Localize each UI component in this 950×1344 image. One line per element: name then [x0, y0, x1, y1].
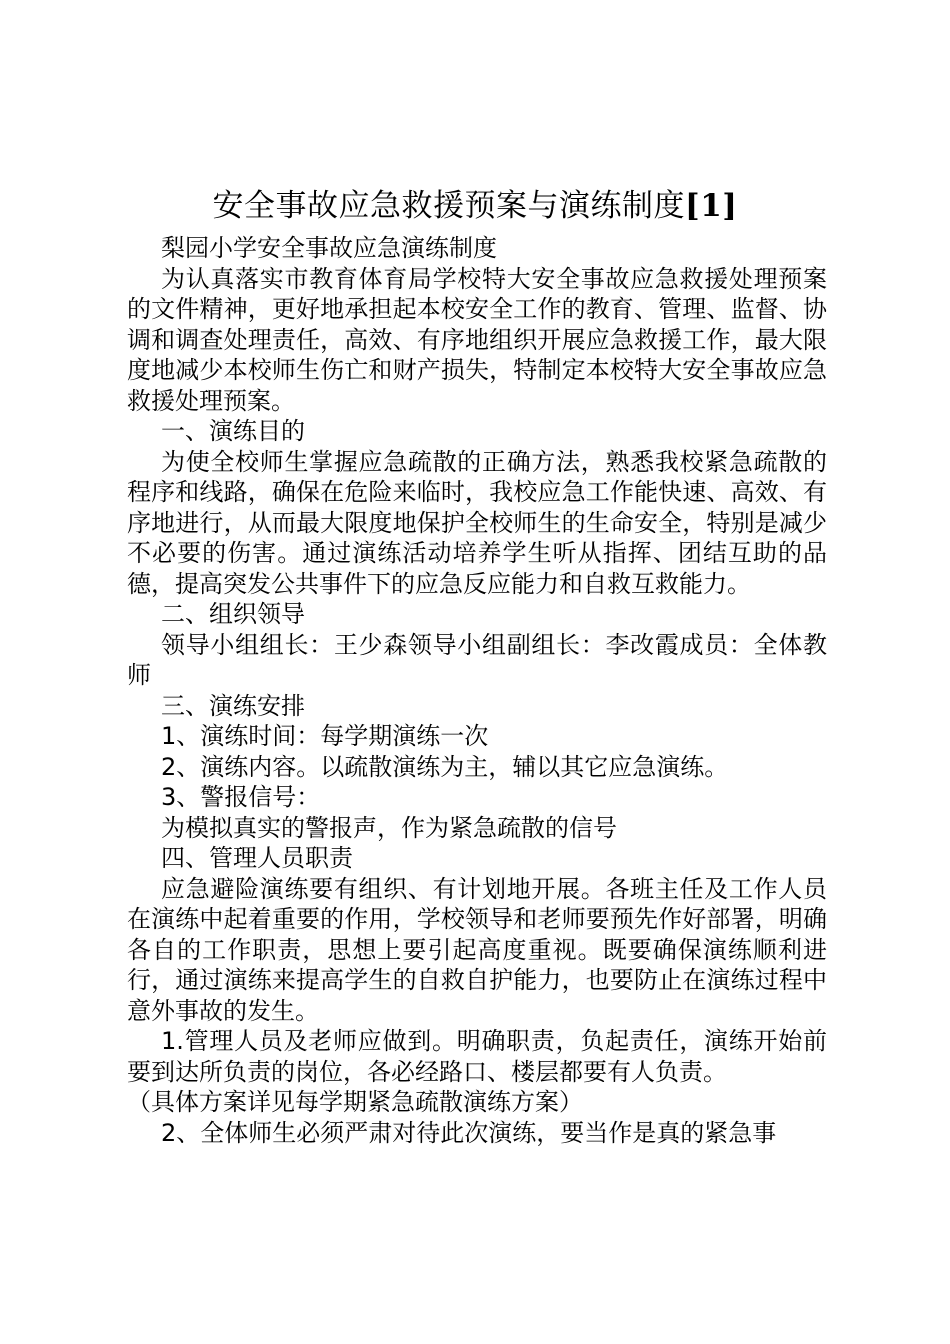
document-body	[127, 233, 827, 1148]
paragraph-intro: 为认真落实市教育体育局学校特大安全事故应急救援处理预案的文件精神，更好地承担起本校安全工作的教育、管理、监督、协调和调查处理责任，高效、有序地组织开展应急救援工作，最大限度地减少本校师生伤亡和财产损失，特制定本校特大安全事故应急救援处理预案。	[127, 264, 827, 415]
paragraph-duties: 应急避险演练要有组织、有计划地开展。各班主任及工作人员在演练中起着重要的作用，学校领导和老师要预先作好部署，明确各自的工作职责，思想上要引起高度重视。既要确保演练顺利进行，通过演练来提高学生的自救自护能力，也要防止在演练过程中意外事故的发生。	[127, 874, 827, 1025]
section-heading-leadership: 二、组织领导	[161, 600, 305, 628]
paragraph-alarm-signal: 为模拟真实的警报声，作为紧急疏散的信号	[161, 813, 617, 842]
paragraph-leadership: 领导小组组长：王少森领导小组副组长：李改霞成员：全体教师	[127, 630, 827, 689]
list-item-drill-content: 2、演练内容。以疏散演练为主，辅以其它应急演练。	[161, 752, 729, 781]
list-item-managers: 1.管理人员及老师应做到。明确职责，负起责任，演练开始前要到达所负责的岗位，各必经路口、楼层都要有人负责。	[127, 1027, 827, 1086]
section-heading-purpose: 一、演练目的	[161, 417, 305, 445]
title-text: 安全事故应急救援预案与演练制度	[212, 188, 686, 224]
section-heading-arrangement: 三、演练安排	[161, 691, 305, 720]
paragraph-plan-note: （具体方案详见每学期紧急疏散演练方案）	[127, 1088, 583, 1116]
section-heading-duties: 四、管理人员职责	[161, 844, 353, 872]
title-reference: [1]	[685, 188, 738, 224]
list-item-drill-time: 1、演练时间：每学期演练一次	[161, 722, 489, 750]
list-item-all-staff: 2、全体师生必须严肃对待此次演练，要当作是真的紧急事	[161, 1118, 777, 1147]
list-item-alarm-signal: 3、警报信号：	[161, 783, 321, 811]
paragraph-subtitle: 梨园小学安全事故应急演练制度	[161, 234, 497, 262]
document-title	[0, 182, 950, 230]
paragraph-purpose: 为使全校师生掌握应急疏散的正确方法，熟悉我校紧急疏散的程序和线路，确保在危险来临时，我校应急工作能快速、高效、有序地进行，从而最大限度地保护全校师生的生命安全，特别是减少不必要的伤害。通过演练活动培养学生听从指挥、团结互助的品德，提高突发公共事件下的应急反应能力和自救互救能力。	[127, 447, 827, 598]
